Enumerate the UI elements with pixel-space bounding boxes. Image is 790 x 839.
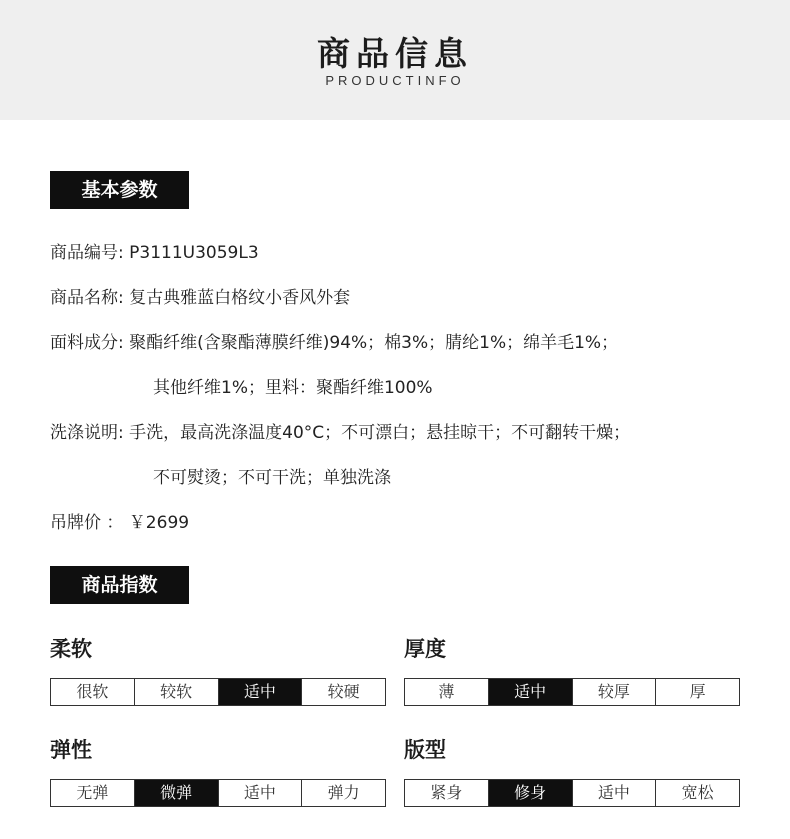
scale-option: 微弹	[134, 780, 218, 806]
param-product-code: 商品编号: P3111U3059L3	[50, 243, 259, 263]
section-tag-basic-params: 基本参数	[50, 171, 189, 209]
param-price: 吊牌价 ： ￥2699	[50, 513, 190, 533]
scale-option: 薄	[438, 682, 455, 701]
scale-option: 适中	[488, 679, 572, 705]
param-fabric: 面料成分: 聚酯纤维(含聚酯薄膜纤维)94%；棉3%；腈纶1%；绵羊毛1%；	[50, 333, 619, 353]
attr-label-softness: 柔软	[50, 637, 92, 661]
scale-option: 适中	[572, 780, 656, 806]
scale-option: 紧身	[430, 783, 463, 802]
scale-option: 较硬	[301, 679, 385, 705]
scale-option: 厚	[655, 679, 739, 705]
scale-option: 较软	[134, 679, 218, 705]
attr-label-thickness: 厚度	[404, 637, 446, 661]
param-product-name: 商品名称: 复古典雅蓝白格纹小香风外套	[50, 288, 351, 308]
scale-option: 适中	[218, 780, 302, 806]
header-banner	[0, 0, 790, 120]
page-subtitle: PRODUCTINFO	[325, 73, 465, 88]
attr-label-elasticity: 弹性	[50, 738, 92, 762]
scale-option: 修身	[488, 780, 572, 806]
scale-option: 很软	[76, 682, 109, 701]
param-wash: 洗涤说明: 手洗，最高洗涤温度40°C；不可漂白；悬挂晾干；不可翻转干燥；	[50, 423, 631, 443]
scale-option: 宽松	[655, 780, 739, 806]
scale-option: 较厚	[572, 679, 656, 705]
param-wash-cont: 不可熨烫；不可干洗；单独洗涤	[153, 468, 391, 488]
scale-option: 无弹	[76, 783, 109, 802]
scale-softness	[50, 678, 386, 706]
page-title: 商品信息	[317, 34, 473, 73]
param-fabric-cont: 其他纤维1%；里料：聚酯纤维100%	[153, 378, 433, 398]
scale-thickness	[404, 678, 740, 706]
scale-option: 弹力	[301, 780, 385, 806]
scale-fit	[404, 779, 740, 807]
attr-label-fit: 版型	[404, 738, 446, 762]
scale-option: 适中	[218, 679, 302, 705]
scale-elasticity	[50, 779, 386, 807]
section-tag-product-index: 商品指数	[50, 566, 189, 604]
